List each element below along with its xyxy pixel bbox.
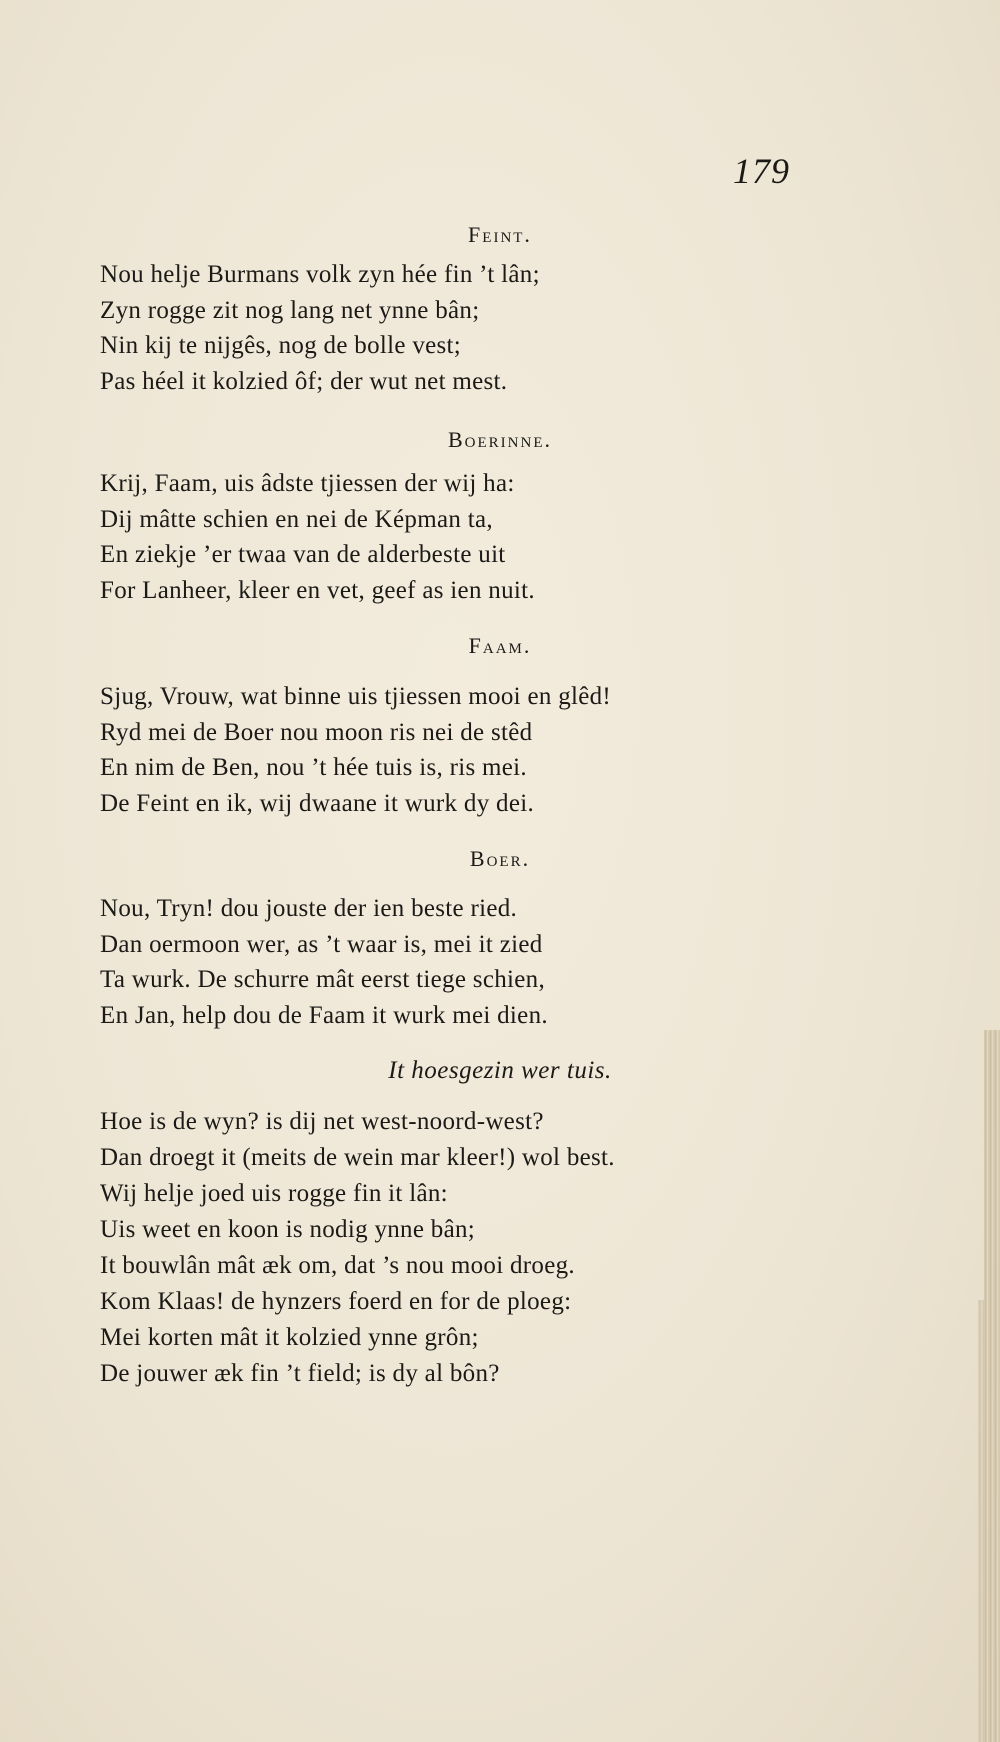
stanza-faam — [100, 679, 611, 821]
verse-line: Kom Klaas! de hynzers foerd en for de ploeg: — [100, 1288, 572, 1315]
verse-line: Ryd mei de Boer nou moon ris nei de stêd — [100, 718, 533, 746]
section-heading-boer: Boer. — [469, 846, 531, 871]
page-edge-shadow — [984, 1030, 1000, 1742]
verse-line: Dij mâtte schien en nei de Képman ta, — [100, 505, 493, 533]
stanza-feint — [100, 257, 540, 399]
verse-line: De jouwer æk fin ’t field; is dy al bôn? — [100, 1360, 500, 1387]
stanza-boerinne — [100, 466, 535, 608]
verse-line: For Lanheer, kleer en vet, geef as ien nuit. — [100, 576, 535, 604]
verse-line: Wij helje joed uis rogge fin it lân: — [100, 1180, 448, 1207]
verse-line: Dan oermoon wer, as ’t waar is, mei it zied — [100, 930, 543, 958]
page-number: 179 — [733, 151, 790, 191]
verse-line: Krij, Faam, uis âdste tjiessen der wij ha: — [100, 470, 515, 497]
verse-line: It bouwlân mât æk om, dat ’s nou mooi droeg. — [100, 1252, 575, 1279]
verse-line: Uis weet en koon is nodig ynne bân; — [100, 1216, 476, 1243]
verse-line: Nin kij te nijgês, nog de bolle vest; — [100, 332, 462, 359]
verse-line: En Jan, help dou de Faam it wurk mei dien. — [100, 1001, 548, 1029]
verse-line: Sjug, Vrouw, wat binne uis tjiessen mooi en glêd! — [100, 683, 612, 710]
verse-line: Nou, Tryn! dou jouste der ien beste ried. — [100, 895, 518, 922]
verse-line: Mei korten mât it kolzied ynne grôn; — [100, 1324, 479, 1351]
stanza-boer — [100, 891, 548, 1033]
verse-line: En nim de Ben, nou ’t hée tuis is, ris mei. — [100, 754, 527, 781]
verse-line: Dan droegt it (meits de wein mar kleer!) wol best. — [100, 1144, 615, 1171]
verse-line: Ta wurk. De schurre mât eerst tiege schien, — [100, 966, 546, 993]
verse-line: Nou helje Burmans volk zyn hée fin ’t lân; — [100, 261, 540, 288]
page-edge-shadow-inner — [978, 1300, 984, 1742]
section-heading-boerinne: Boerinne. — [448, 427, 552, 452]
section-heading-feint: Feint. — [468, 222, 532, 247]
stanza-hoesgezin — [100, 1104, 615, 1392]
verse-line: Zyn rogge zit nog lang net ynne bân; — [100, 296, 480, 324]
section-heading-faam: Faam. — [468, 633, 532, 658]
verse-line: En ziekje ’er twaa van de alderbeste uit — [100, 541, 506, 568]
verse-line: De Feint en ik, wij dwaane it wurk dy dei. — [100, 789, 535, 817]
section-heading-hoesgezin: It hoesgezin wer tuis. — [388, 1057, 612, 1084]
verse-line: Pas héel it kolzied ôf; der wut net mest. — [100, 367, 508, 395]
verse-line: Hoe is de wyn? is dij net west-noord-west? — [100, 1108, 544, 1135]
